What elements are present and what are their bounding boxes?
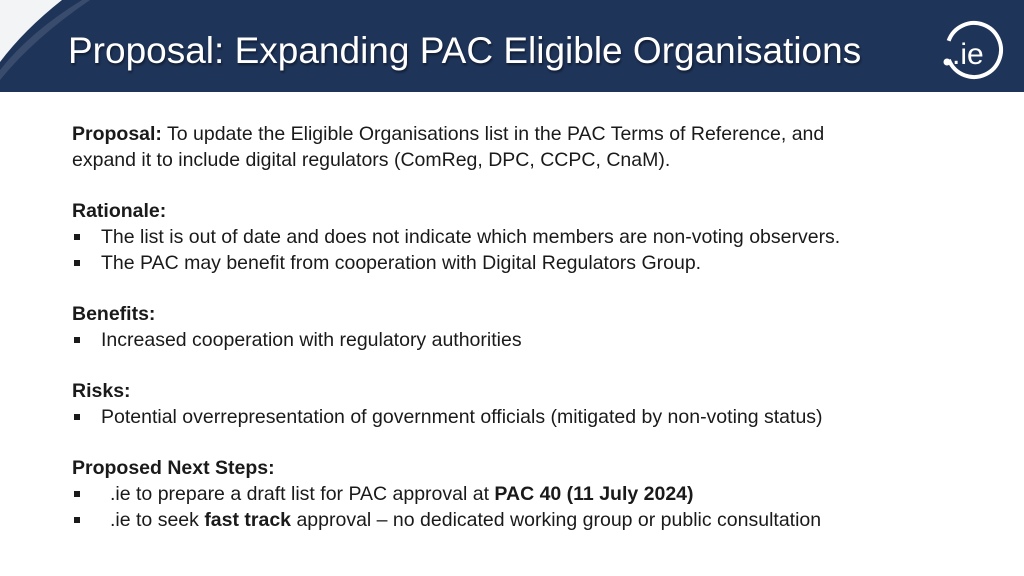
proposal-text-line2: expand it to include digital regulators (ComReg, DPC, CCPC, CnaM). — [72, 149, 671, 171]
risks-heading: Risks: — [72, 380, 131, 402]
bullet-square-icon — [74, 491, 80, 497]
benefits-heading: Benefits: — [72, 303, 156, 325]
proposal-label: Proposal: — [72, 123, 162, 145]
slide-title: Proposal: Expanding PAC Eligible Organisations — [68, 30, 862, 71]
bullet-square-icon — [74, 260, 80, 266]
bullet-square-icon — [74, 517, 80, 523]
rationale-item: The list is out of date and does not indicate which members are non-voting observers. — [72, 224, 972, 250]
next-steps-heading: Proposed Next Steps: — [72, 457, 275, 479]
next-step-item: .ie to prepare a draft list for PAC approval at PAC 40 (11 July 2024) — [72, 481, 972, 507]
rationale-item: The PAC may benefit from cooperation with Digital Regulators Group. — [72, 250, 972, 276]
logo-text: .ie — [952, 38, 984, 71]
risks-item: Potential overrepresentation of government officials (mitigated by non-voting status) — [72, 404, 972, 430]
next-step-item: .ie to seek fast track approval – no dedicated working group or public consultation — [72, 507, 972, 533]
bullet-square-icon — [74, 414, 80, 420]
bullet-square-icon — [74, 337, 80, 343]
proposal-paragraph — [72, 121, 972, 173]
rationale-heading: Rationale: — [72, 200, 167, 222]
slide-body — [72, 121, 972, 533]
slide-header — [0, 0, 1024, 92]
bullet-square-icon — [74, 234, 80, 240]
ie-logo-icon — [938, 18, 1004, 82]
proposal-text-line1: To update the Eligible Organisations list in the PAC Terms of Reference, and — [161, 123, 825, 145]
benefits-item: Increased cooperation with regulatory authorities — [72, 327, 972, 353]
